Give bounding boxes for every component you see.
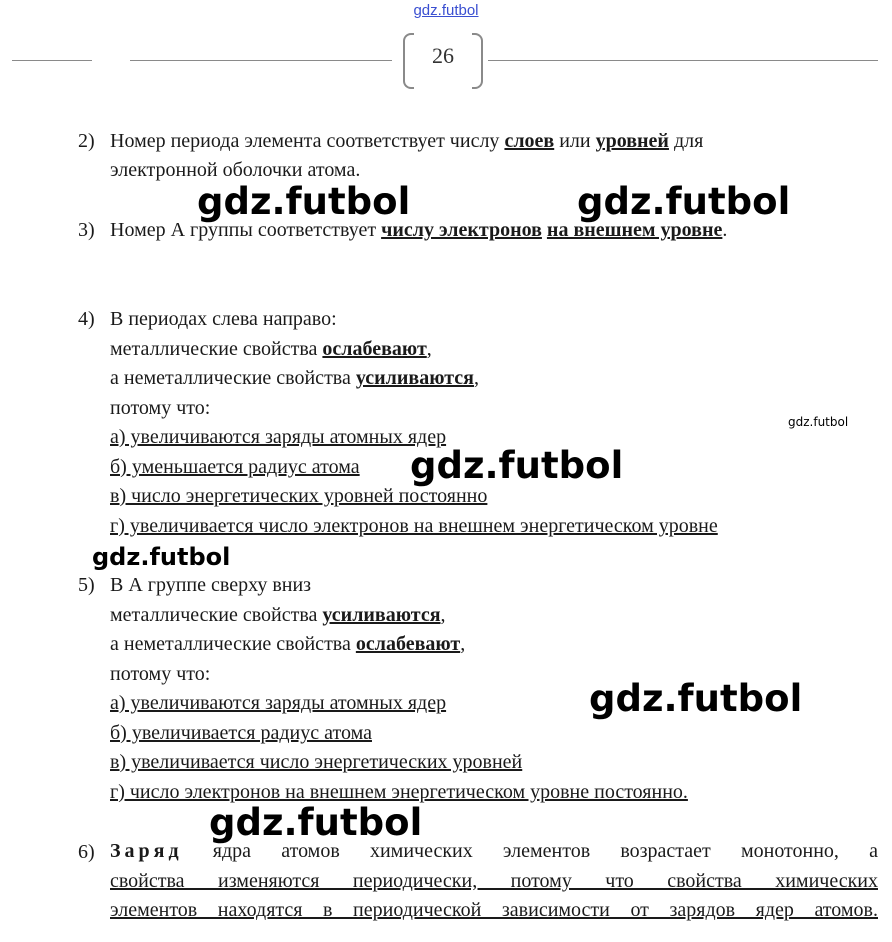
item-5-reason-c: в) увеличивается число энергетических уровней bbox=[110, 751, 523, 773]
item-4-line-4: потому что: bbox=[110, 397, 211, 419]
watermark-small: gdz.futbol bbox=[788, 415, 849, 429]
item-6-line-1: Заряд ядра атомов химических элементов возрастает монотонно, а bbox=[110, 840, 878, 862]
watermark-medium: gdz.futbol bbox=[92, 543, 231, 571]
item-5-reason-a: а) увеличиваются заряды атомных ядер bbox=[110, 692, 447, 714]
item-2-number: 2) bbox=[78, 130, 95, 152]
page-number-box bbox=[403, 33, 483, 87]
item-4-line-2: металлические свойства ослабевают, bbox=[110, 338, 432, 360]
item-5-line-3: а неметаллические свойства ослабевают, bbox=[110, 633, 466, 655]
item-5-line-4: потому что: bbox=[110, 663, 211, 685]
item-4-reason-a: а) увеличиваются заряды атомных ядер bbox=[110, 426, 447, 448]
item-2-line-2: электронной оболочки атома. bbox=[110, 159, 361, 181]
item-2-line-1: Номер периода элемента соответствует числу слоев или уровней для bbox=[110, 130, 704, 152]
item-5-reason-d: г) число электронов на внешнем энергетическом уровне постоянно. bbox=[110, 781, 688, 803]
header-rule-left bbox=[12, 60, 92, 61]
item-4-line-3: а неметаллические свойства усиливаются, bbox=[110, 367, 479, 389]
item-6-line-2: свойства изменяются периодически, потому что свойства химических bbox=[110, 870, 878, 892]
page-number: 26 bbox=[432, 43, 454, 68]
item-5-number: 5) bbox=[78, 574, 95, 596]
item-4-reason-d: г) увеличивается число электронов на внешнем энергетическом уровне bbox=[110, 515, 718, 537]
header-rule-middle bbox=[130, 60, 392, 61]
item-3-line: Номер А группы соответствует числу электронов на внешнем уровне. bbox=[110, 219, 728, 241]
header-rule-right bbox=[488, 60, 878, 61]
site-link[interactable]: gdz.futbol bbox=[413, 2, 479, 19]
watermark: gdz.futbol bbox=[209, 801, 423, 844]
watermark: gdz.futbol bbox=[197, 180, 411, 223]
item-4-reason-b: б) уменьшается радиус атома bbox=[110, 456, 360, 478]
watermark: gdz.futbol bbox=[589, 677, 803, 720]
item-5-line-1: В А группе сверху вниз bbox=[110, 574, 312, 596]
item-5-reason-b: б) увеличивается радиус атома bbox=[110, 722, 372, 744]
item-4-line-1: В периодах слева направо: bbox=[110, 308, 337, 330]
item-4-number: 4) bbox=[78, 308, 95, 330]
item-6-line-3: элементов находятся в периодической зависимости от зарядов ядер атомов. bbox=[110, 899, 878, 921]
watermark: gdz.futbol bbox=[410, 444, 624, 487]
item-5-line-2: металлические свойства усиливаются, bbox=[110, 604, 446, 626]
item-4-reason-c: в) число энергетических уровней постоянно bbox=[110, 485, 488, 507]
item-3-number: 3) bbox=[78, 219, 95, 241]
watermark: gdz.futbol bbox=[577, 180, 791, 223]
item-6-number: 6) bbox=[78, 841, 95, 863]
